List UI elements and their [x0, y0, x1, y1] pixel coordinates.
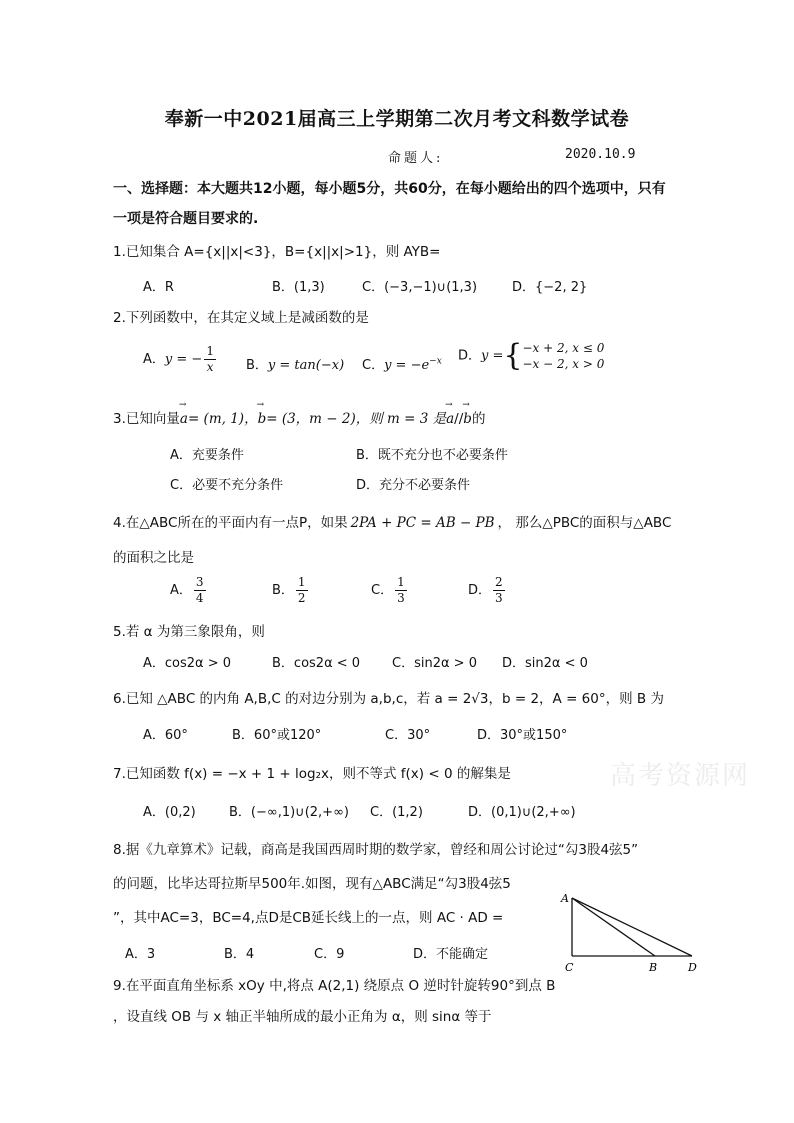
question-1-option-b: B．(1,3) — [272, 280, 325, 295]
question-7-option-b: B．(−∞,1)∪(2,+∞) — [229, 805, 349, 820]
vertex-label-b: B — [649, 961, 658, 974]
vertex-label-c: C — [565, 961, 574, 974]
side-ad — [572, 898, 692, 956]
question-9-line1: 9.在平面直角坐标系 xOy 中,将点 A(2,1) 绕原点 O 逆时针旋转90°到点 B — [113, 978, 556, 994]
watermark: 高考资源网 — [610, 761, 751, 791]
question-8-option-a: A．3 — [125, 947, 156, 962]
question-6-option-a: A．60° — [143, 728, 188, 743]
question-1-option-c: C．(−3,−1)∪(1,3) — [362, 280, 478, 295]
question-3-option-d: D．充分不必要条件 — [356, 478, 471, 493]
question-2-stem: 2.下列函数中，在其定义域上是减函数的是 — [113, 310, 369, 326]
question-3-option-c: C．必要不充分条件 — [170, 478, 284, 493]
question-2-option-b: B．y = tan(−x) — [246, 358, 345, 373]
side-ab — [572, 898, 655, 956]
question-7-option-d: D．(0,1)∪(2,+∞) — [468, 805, 576, 820]
section-instructions-line1: 一、选择题：本大题共12小题，每小题5分，共60分，在每小题给出的四个选项中，只有 — [113, 181, 666, 197]
exam-date: 2020.10.9 — [565, 147, 636, 162]
question-1-stem: 1.已知集合 A={x||x|<3}，B={x||x|>1}，则 AYB= — [113, 244, 441, 260]
vertex-label-d: D — [688, 961, 697, 974]
question-4-stem-line2: 的面积之比是 — [113, 550, 194, 566]
question-5-option-b: B．cos2α < 0 — [272, 656, 361, 671]
triangle-figure — [555, 888, 715, 978]
question-6-option-c: C．30° — [385, 728, 431, 743]
question-4-option-a: A． $\frac{3}{4}$ — [170, 575, 204, 605]
question-4-stem: 4.在△ABC所在的平面内有一点P，如果 2PA + PC = AB − PB ， 那么△PBC的面积与△ABC — [113, 515, 672, 531]
question-8-option-b: B．4 — [224, 947, 255, 962]
question-8-line2: 的问题，比毕达哥拉斯早500年.如图，现有△ABC满足“勾3股4弦5 — [113, 876, 511, 892]
question-4-option-c: C． $\frac{1}{3}$ — [371, 575, 405, 605]
question-1-option-a: A．R — [143, 280, 174, 295]
question-4-option-d: D． $\frac{2}{3}$ — [468, 575, 503, 605]
question-3-stem: 3.已知向量→ a= (m, 1)，→ b= (3，m − 2)，则 m = 3 是→ a//→ b的 — [113, 407, 485, 427]
question-6-option-b: B．60°或120° — [232, 728, 322, 743]
question-5-option-c: C．sin2α > 0 — [392, 656, 477, 671]
question-2-option-c: C．$y = -e^{-x}$ — [362, 356, 442, 373]
question-6-stem: 6.已知 △ABC 的内角 A,B,C 的对边分别为 a,b,c，若 a = 2√3，b = 2，A = 60°，则 B 为 — [113, 691, 664, 707]
question-1-option-d: D．{−2, 2} — [512, 280, 588, 295]
question-7-option-a: A．(0,2) — [143, 805, 196, 820]
exam-title: 奉新一中2021届高三上学期第二次月考文科数学试卷 — [164, 108, 630, 130]
question-5-option-a: A．cos2α > 0 — [143, 656, 232, 671]
question-2-option-a: A．y = − $\frac{1}{x}$ — [143, 344, 214, 374]
question-8-option-d: D．不能确定 — [413, 947, 489, 962]
question-8-line3: ”，其中AC=3，BC=4,点D是CB延长线上的一点，则 AC · AD = — [113, 910, 504, 926]
question-5-stem: 5.若 α 为第三象限角，则 — [113, 624, 265, 640]
question-4-option-b: B． $\frac{1}{2}$ — [272, 575, 306, 605]
question-2-option-d: D．y ={ −x + 2, x ≤ 0 −x − 2, x > 0 — [458, 338, 605, 373]
question-7-option-c: C．(1,2) — [370, 805, 423, 820]
question-6-option-d: D．30°或150° — [477, 728, 568, 743]
author-label: 命题人: — [388, 151, 444, 166]
section-instructions-line2: 一项是符合题目要求的. — [113, 211, 259, 227]
question-8-line1: 8.据《九章算术》记载，商高是我国西周时期的数学家，曾经和周公讨论过“勾3股4弦5” — [113, 842, 639, 858]
question-7-stem: 7.已知函数 f(x) = −x + 1 + log₂x，则不等式 f(x) < 0 的解集是 — [113, 766, 511, 782]
vertex-label-a: A — [561, 892, 569, 905]
question-3-option-a: A．充要条件 — [170, 448, 244, 463]
question-9-line2: ，设直线 OB 与 x 轴正半轴所成的最小正角为 α，则 sinα 等于 — [113, 1009, 492, 1025]
question-8-option-c: C．9 — [314, 947, 345, 962]
question-3-option-b: B．既不充分也不必要条件 — [356, 448, 508, 463]
question-5-option-d: D．sin2α < 0 — [502, 656, 588, 671]
